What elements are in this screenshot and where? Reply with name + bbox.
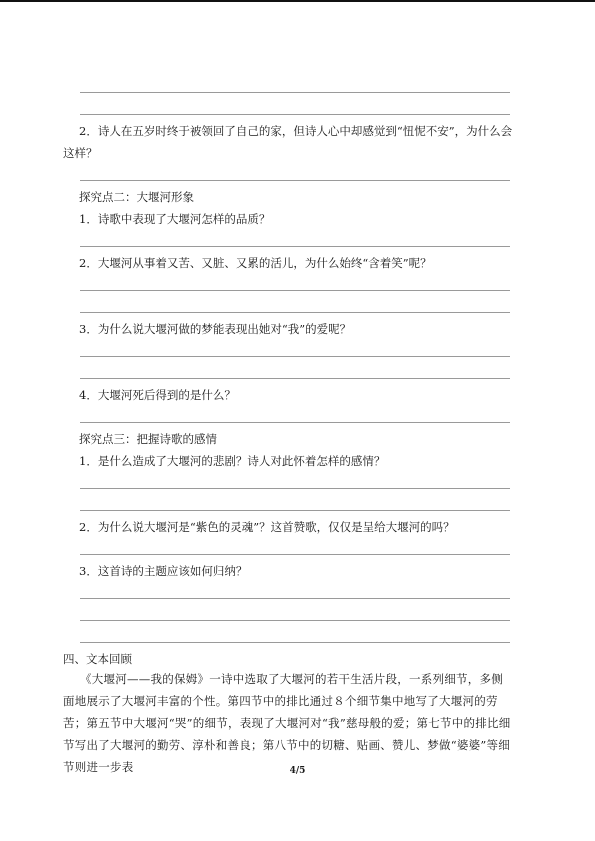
page-number: 4/5 <box>289 766 306 776</box>
section-3-question-2: 2．为什么说大堰河是“紫色的灵魂”？这首赞歌，仅仅是呈给大堰河的吗？ <box>79 520 455 534</box>
answer-line <box>80 598 510 599</box>
answer-line <box>80 378 510 379</box>
section-2-question-1: 1．诗歌中表现了大堰河怎样的品质？ <box>79 212 271 226</box>
top-border <box>0 0 595 2</box>
section-3-question-1: 1．是什么造成了大堰河的悲剧？诗人对此怀着怎样的感情？ <box>79 454 386 468</box>
answer-line <box>80 642 510 643</box>
answer-line <box>80 488 510 489</box>
question-2-line1: 2．诗人在五岁时终于被领回了自己的家，但诗人心中却感觉到“忸怩不安”，为什么会 <box>79 124 513 138</box>
section-4-heading: 四、文本回顾 <box>63 652 132 666</box>
answer-line <box>80 422 510 423</box>
section-2-question-4: 4．大堰河死后得到的是什么？ <box>79 388 236 402</box>
answer-line <box>80 290 510 291</box>
answer-line <box>80 620 510 621</box>
section-2-question-3: 3．为什么说大堰河做的梦能表现出她对“我”的爱呢？ <box>79 322 352 336</box>
answer-line <box>80 246 510 247</box>
section-3-question-3: 3．这首诗的主题应该如何归纳？ <box>79 564 248 578</box>
answer-line <box>80 180 510 181</box>
section-2-question-2: 2．大堰河从事着又苦、又脏、又累的活儿，为什么始终“含着笑”呢？ <box>79 256 432 270</box>
section-4-paragraph: 《大堰河——我的保姆》一诗中选取了大堰河的若干生活片段，一系列细节，多侧面地展示了大堰河丰富的个性。第四节中的排比通过８个细节集中地写了大堰河的劳苦；第五节中大堰河“哭”的细节，表现了大堰河对“我”慈母般的爱；第七节中的排比细节写出了大堰河的勤劳、淳朴和善良；第八节中的切糖、贴画、赞儿、梦做“婆婆”等细节则进一步表 <box>63 672 511 774</box>
answer-line <box>80 554 510 555</box>
answer-line <box>80 356 510 357</box>
answer-line <box>80 510 510 511</box>
section-3-heading: 探究点三：把握诗歌的感情 <box>79 432 217 446</box>
question-2-line2: 这样？ <box>63 146 98 160</box>
section-2-heading: 探究点二：大堰河形象 <box>79 190 194 204</box>
answer-line <box>80 312 510 313</box>
answer-line <box>80 92 510 93</box>
answer-line <box>80 114 510 115</box>
